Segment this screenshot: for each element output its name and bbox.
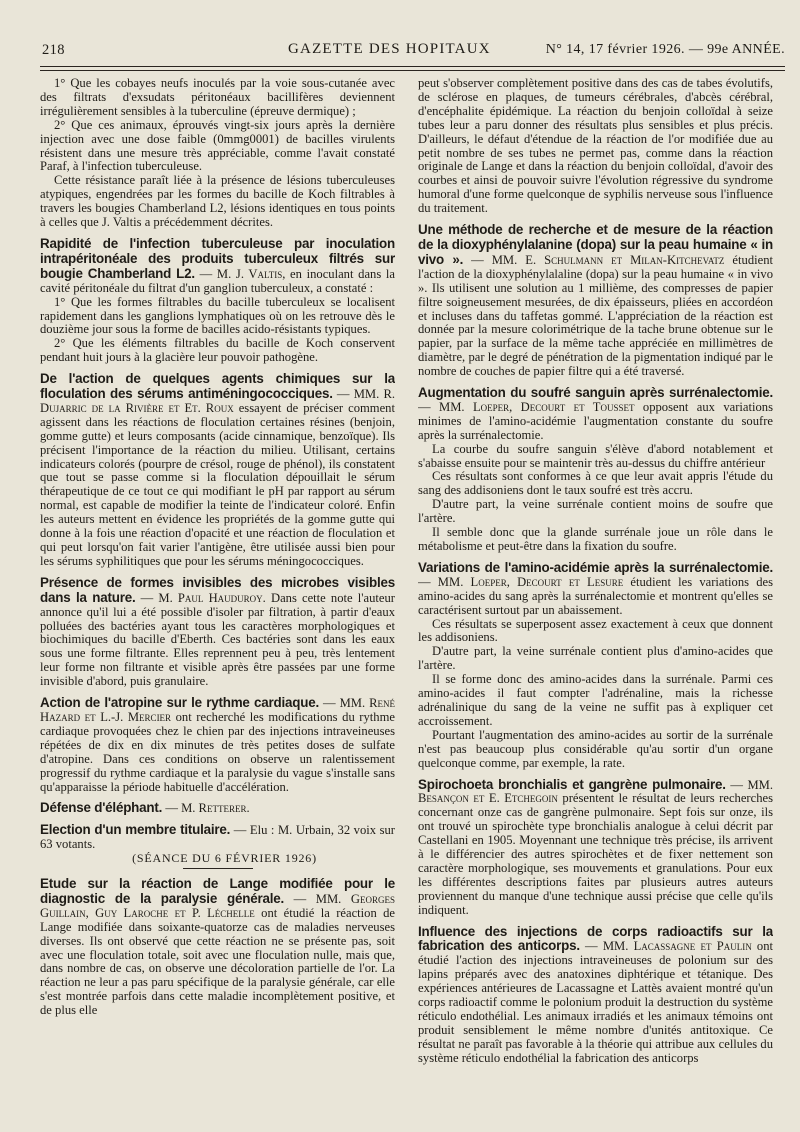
article-title: Spirochoeta bronchialis et gangrène pulmonaire. xyxy=(418,776,726,792)
article-title: Election d'un membre titulaire. xyxy=(40,822,231,838)
article-authors: M. Retterer xyxy=(181,801,247,816)
paragraph: Il se forme donc des amino-acides dans la surrénale. Parmi ces amino-acides il faut compter l'adrénaline, mais la richesse adrénalinique du sang de la veine ne suffit pas à expliquer cet accroissement. xyxy=(418,672,773,728)
article-authors: MM. Lacassagne et Paulin xyxy=(602,939,752,954)
article-text: opposent aux variations minimes de l'amino-acidémie l'augmentation constante du soufre après la surrénalectomie. xyxy=(418,399,773,442)
journal-title: GAZETTE DES HOPITAUX xyxy=(288,41,491,57)
paragraph: 1° Que les cobayes neufs inoculés par la voie sous-cutanée avec des filtrats d'exsudats péritonéaux bacillifères deviennent irrégulièrement sensibles à la tuberculine (épreuve dermique) ; xyxy=(40,77,395,118)
paragraph: La courbe du soufre sanguin s'élève d'abord notablement et s'abaisse ensuite pour se maintenir très au-dessus du chiffre antérieur xyxy=(418,441,773,470)
article-text: essayent de préciser comment agissent dans les réactions de floculation certaines résines (benjoin, gomme gutte) et leurs composants (acide cinnamique, benzoïque). Ils précisent l'importance de la réaction du milieu. Utilisant, certains indicateurs colorés (pourpre de crésol, rouge de phénol), ils constatent que tout se passe comme si la floculation dépouillait le sérum thérapeutique de ce tout ce qui modifiant le pH par rapport au sérum normal, est capable de modifier la teinte de l'indicateur coloré. Enfin les auteurs mettent en évidence les propriétés de la gomme gutte qui donne à la fois une réaction d'opacité et une réaction de floculation et qui peut lorsqu'on fait varier l'antigène, être utilisée aussi bien pour les sérums syphilitiques que pour les sérums méningococciques. xyxy=(40,400,395,568)
article-authors: MM. René Hazard et L.-J. Mercier xyxy=(40,696,395,724)
article-text: étudient l'action de la dioxyphénylalaline (dopa) sur la peau humaine « in vivo ». Ils utilisent une solution au 1 millième, des compresses de papier filtre soigneusement mesurées, de dix épaisseurs, pliées en accordéon et incluses dans du taffetas gommé. L'appréciation de la réaction est donnée par la mesure colorimétrique de la tache brune obtenue sur le papier, par la surface de la même tache appréciée en millimètres de diamètre, par le degré de pénétration de la pigmentation indiqué par le nombre de couches de papier filtre qui a été traversé. xyxy=(418,252,773,379)
article-title: Augmentation du soufré sanguin après surrénalectomie. xyxy=(418,385,773,401)
article-title: Présence de formes invisibles des microbes visibles dans la nature. xyxy=(40,574,395,605)
article-title: Etude sur la réaction de Lange modifiée pour le diagnostic de la paralysie générale. xyxy=(40,876,395,906)
article-text: ont recherché les modifications du rythme cardiaque provoquées chez le chien par des injections intraveineuses répétées de dix en dix minutes de très petites doses de sulfate d'atropine. Dans ces conditions on observe un ralentissement progressif du rythme cardiaque et la paralysie du vague s'installe sans qu'apparaisse la période habituelle d'accélération. xyxy=(40,709,395,794)
article-text: ont étudié l'action des injections intraveineuses de polonium sur des lapins préparés avec des anatoxines diphtérique et tétanique. Des expériences antérieures de Lacassagne et Lattès avaient montré qu'un corps radioactif comme le polonium produit la destruction du système réticulo endothélial. Les animaux irradiés et les animaux témoins ont produit sensiblement le même nombre d'unités antitoxique. Ce résultat ne paraît pas favorable à la théorie qui attribue aux cellules du système réticulo endothélial la fabrication des anticorps xyxy=(418,939,773,1065)
paragraph: 2° Que ces animaux, éprouvés vingt-six jours après la dernière injection avec une dose faible (0mmg0001) de bacilles virulents résistent dans une mesure très appréciable, comme l'avait constaté Paraf, à l'infection tuberculeuse. xyxy=(40,117,395,174)
paragraph: 2° Que les éléments filtrables du bacille de Koch conservent pendant huit jours à la glacière leur pouvoir pathogène. xyxy=(40,336,395,365)
left-column: 1° Que les cobayes neufs inoculés par la voie sous-cutanée avec des filtrats d'exsudats péritonéaux bacillifères deviennent irrégulièrement sensibles à la tuberculine (épreuve dermique) ; 2° Que ces animaux, éprouvés vingt-six jours après la dernière injection avec une dose faible (0mmg0001) de bacilles virulents résistent dans une mesure très appréciable, comme l'avait constaté Paraf, à l'infection tuberculeuse. Cette résistance paraît liée à la présence de lésions tuberculeuses atypiques, engendrées par les formes du bacille de Koch filtrables à travers les bougies Chamberland L2, lésions identiques en tous points à celles que J. Valtis a précédemment décrites. Rapidité de l'infection tuberculeuse par inoculation intrapéritonéale des produits tuberculeux filtrés sur bougie Chamberland L2. — M. J. Valtis, en inoculant dans la cavité péritonéale du filtrat d'un ganglion tuberculeux, a constaté : 1° Que les formes filtrables du bacille tuberculeux se localisent rapidement dans les ganglions lymphatiques où on les retrouve dès le douzième jour sous la forme de bacilles acido-résistants typiques. 2° Que les éléments filtrables du bacille de Koch conservent pendant huit jours à la glacière leur pouvoir pathogène. De l'action de quelques agents chimiques sur la floculation des sérums antiméningococciques. — MM. R. Dujarric de la Rivière et Et. Roux essayent de préciser comment agissent dans les réactions de floculation certaines résines (benjoin, gomme gutte) et leurs composants (acide cinnamique, benzoïque). Ils précisent l'importance de la réaction du milieu. Utilisant, certains indicateurs colorés (pourpre de crésol, rouge de phénol), ils constatent que tout se passe comme si la floculation dépouillait le sérum thérapeutique de ce tout ce qui modifiant le pH par rapport au sérum normal, est capable de modifier la teinte de l'indicateur coloré. Enfin les auteurs mettent en évidence les propriétés de la gomme gutte qui donne à la fois une réaction d'opacité et une réaction de floculation et qui peut lorsqu'on fait varier l'antigène, être utilisée aussi bien pour les sérums syphilitiques que pour les sérums méningococciques. Présence de formes invisibles des microbes visibles dans la nature. — M. Paul Hauduroy. Dans cette note l'auteur annonce qu'il lui a été possible d'isoler par filtration, à partir d'eaux polluées des bactéries ayant tous les caractères morphologiques et biochimiques du bacille d'Eberth. Ces bactéries sont dans les eaux sous une forme filtrante. Elles reprennent peu à peu, très lentement leur forme non filtrante et visible après être passées par une forme invisible d'abord, puis granulaire. Action de l'atropine sur le rythme cardiaque. — MM. René Hazard et L.-J. Mercier ont recherché les modifications du rythme cardiaque provoquées chez le chien par des injections intraveineuses répétées de dix en dix minutes de très petites doses de sulfate d'atropine. Dans ces conditions on observe un ralentissement progressif du rythme cardiaque et la paralysie du vague s'installe sans qu'apparaisse la période habituelle d'accélération. Défense d'éléphant. — M. Retterer. Election d'un membre titulaire. — Elu : M. Urbain, 32 voix sur 63 votants. (SÉANCE DU 6 FÉVRIER 1926) Etude sur la réaction de Lange modifiée pour le diagnostic de la paralysie générale. — MM. Georges Guillain, Guy Laroche et P. Léchelle ont étudié la réaction de Lange modifiée dans soixante-quatorze cas de maladies nerveuses diverses. Ils ont observé que cette réaction ne se présente pas, soit avec une floculation totale, soit avec une floculation nulle, mais que, dans nombre de cas, on observe une décoloration partielle de l'or. La réaction ne leur a pas paru spécifique de la paralysie générale, car elle s'est montrée parfois dans cette maladie incomplètement positive, et de plus elle xyxy=(40,77,395,1018)
article-authors: M. J. Valtis xyxy=(216,266,283,281)
article-authors: MM. Loeper, Decourt et Tousset xyxy=(439,399,635,414)
right-column: peut s'observer complètement positive dans des cas de tabes évolutifs, de sclérose en plaques, de tumeurs cérébrales, d'abcès cérébral, d'encéphalite épidémique. La réaction du benjoin colloïdal à seize tubes leur a paru donner des résultats plus sensibles et plus précis. D'ailleurs, le défaut d'étendue de la réaction de l'or modifiée due au petit nombre de ses tubes ne permet pas, comme dans la réaction originale de Lange et dans la réaction du benjoin colloïdal, d'avoir des courbes et ainsi de pouvoir suivre l'évolution régressive du syndrome humoral d'une forme quelconque de syphilis nerveuse sous l'influence du traitement. Une méthode de recherche et de mesure de la réaction de la dioxyphénylalanine (dopa) sur la peau humaine « in vivo ». — MM. E. Schulmann et Milan-Kitchevatz étudient l'action de la dioxyphénylalaline (dopa) sur la peau humaine « in vivo ». Ils utilisent une solution au 1 millième, des compresses de papier filtre soigneusement mesurées, de dix épaisseurs, pliées en accordéon et incluses dans du taffetas gommé. L'appréciation de la réaction est donnée par la mesure colorimétrique de la tache brune obtenue sur le papier, par la surface de la même tache appréciée en millimètres de diamètre, par le degré de pénétration de la pigmentation indiqué par le nombre de couches de papier filtre qui a été traversé. Augmentation du soufré sanguin après surrénalectomie. — MM. Loeper, Decourt et Tousset opposent aux variations minimes de l'amino-acidémie l'augmentation constante du soufre après la surrénalectomie. La courbe du soufre sanguin s'élève d'abord notablement et s'abaisse ensuite pour se maintenir très au-dessus du chiffre antérieur Ces résultats sont conformes à ce que leur avait appris l'étude du sang des addisoniens dont le taux soufré est très accru. D'autre part, la veine surrénale contient moins de soufre que l'artère. Il semble donc que la glande surrénale joue un rôle dans le métabolisme et peut-être dans la fixation du soufre. Variations de l'amino-acidémie après la surrénalectomie. — MM. Loeper, Decourt et Lesure étudient les variations des amino-acides du sang après la surrénalectomie et montrent qu'elles se caractérisent surtout par un abaissement. Ces résultats se superposent assez exactement à ceux que donnent les addisoniens. D'autre part, la veine surrénale contient plus d'amino-acides que l'artère. Il se forme donc des amino-acides dans la surrénale. Parmi ces amino-acides il faut compter l'adrénaline, mais la richesse adrénalinique du sang de la veine ne suffit pas à expliquer cet accroissement. Pourtant l'augmentation des amino-acides au sortir de la surrénale n'est pas beaucoup plus considérable qu'au sortir d'un organe quelconque comme, par exemple, la rate. Spirochoeta bronchialis et gangrène pulmonaire. — MM. Besançon et E. Etchegoin présentent le résultat de leurs recherches concernant onze cas de gangrène pulmonaire. Sept fois sur onze, ils ont trouvé un spirochète type bronchialis analogue à celui décrit par Castellani en 1905. Moyennant une technique très précise, ils arrivent à le différencier des autres spirochètes et de fixer nettement son caractère morphologique, ses mouvements et granulations. Pour eux les différentes descriptions faites par plusieurs autres auteurs proviennent du manque d'une technique aussi précise que celle qu'ils indiquent. Influence des injections de corps radioactifs sur la fabrication des anticorps. — MM. Lacassagne et Paulin ont étudié l'action des injections intraveineuses de polonium sur des lapins préparés avec des anatoxines diphtérique et tétanique. Des expériences antérieures de Lacassagne et Lattès avaient montré qu'un corps radioactif comme le polonium produit la destruction du système réticulo endothélial. Les animaux irradiés et les animaux témoins ont produit sensiblement le même nombre d'unités antitoxique. Ce résultat ne paraît pas favorable à la théorie qui attribue aux cellules du système réticulo endothélial la fabrication des anticorps xyxy=(418,77,773,1065)
paragraph: Ces résultats se superposent assez exactement à ceux que donnent les addisoniens. xyxy=(418,616,773,645)
article-text: étudient les variations des amino-acides du sang après la surrénalectomie et montrent qu'elles se caractérisent surtout par un abaissement. xyxy=(418,574,773,617)
paragraph: 1° Que les formes filtrables du bacille tuberculeux se localisent rapidement dans les ganglions lymphatiques où on les retrouve dès le douzième jour sous la forme de bacilles acido-résistants typiques. xyxy=(40,294,395,337)
article-text: , en inoculant dans la cavité péritonéale du filtrat d'un ganglion tuberculeux, a constaté : xyxy=(40,266,395,295)
paragraph: Il semble donc que la glande surrénale joue un rôle dans le métabolisme et peut-être dans la fixation du soufre. xyxy=(418,525,773,553)
article-title: De l'action de quelques agents chimiques sur la floculation des sérums antiméningococciques. xyxy=(40,371,395,402)
paragraph: Ces résultats sont conformes à ce que leur avait appris l'étude du sang des addisoniens dont le taux soufré est très accru. xyxy=(418,469,773,498)
article-authors: MM. Loeper, Decourt et Lesure xyxy=(437,574,624,589)
article-text: Elu : M. Urbain, 32 voix sur 63 votants. xyxy=(40,823,395,852)
article-text: . Dans cette note l'auteur annonce qu'il lui a été possible d'isoler par filtration, à partir d'eaux polluées des bactéries ayant tous les caractères morphologiques et biochimiques du bacille d'Eberth. Ces bactéries sont dans les eaux sous une forme filtrante. Elles reprennent peu à peu, très lentement leur forme non filtrante et visible après être passées par une forme invisible d'abord, puis granulaire. xyxy=(40,590,395,689)
article-title: Action de l'atropine sur le rythme cardiaque. xyxy=(40,695,319,711)
header-rule-thin xyxy=(40,70,785,71)
paragraph: peut s'observer complètement positive dans des cas de tabes évolutifs, de sclérose en plaques, de tumeurs cérébrales, d'abcès cérébral, d'encéphalite épidémique. La réaction du benjoin colloïdal à seize tubes leur a paru donner des résultats plus sensibles et plus précis. D'ailleurs, le défaut d'étendue de la réaction de l'or modifiée due au petit nombre de ses tubes ne permet pas, comme dans la réaction originale de Lange et dans la réaction du benjoin colloïdal, d'avoir des courbes et ainsi de pouvoir suivre l'évolution régressive du syndrome humoral d'une forme quelconque de syphilis nerveuse sous l'influence du traitement. xyxy=(418,77,773,216)
article-title: Variations de l'amino-acidémie après la surrénalectomie. xyxy=(418,559,773,575)
article-title: Influence des injections de corps radioactifs sur la fabrication des anticorps. xyxy=(418,923,773,954)
article-authors: MM. R. Dujarric de la Rivière et Et. Roux xyxy=(40,387,395,415)
article-authors: M. Paul Hauduroy xyxy=(158,590,263,605)
article-title: Une méthode de recherche et de mesure de la réaction de la dioxyphénylalanine (dopa) sur la peau humaine « in vivo ». xyxy=(418,222,773,267)
paragraph: D'autre part, la veine surrénale contient plus d'amino-acides que l'artère. xyxy=(418,644,773,673)
running-header xyxy=(40,40,785,64)
article-title: Défense d'éléphant. xyxy=(40,800,163,816)
article-title: Rapidité de l'infection tuberculeuse par inoculation intrapéritonéale des produits tuberculeux filtrés sur bougie Chamberland L2. xyxy=(40,235,395,281)
article-authors: MM. Georges Guillain, Guy Laroche et P. Léchelle xyxy=(40,891,395,920)
article-text: présentent le résultat de leurs recherches concernant onze cas de gangrène pulmonaire. Sept fois sur onze, ils ont trouvé un spirochète type bronchialis analogue à celui décrit par Castellani en 1905. Moyennant une technique très précise, ils arrivent à le différencier des autres spirochètes et de fixer nettement son caractère morphologique, ses mouvements et granulations. Pour eux les différentes descriptions faites par plusieurs autres auteurs proviennent du manque d'une technique aussi précise que celle qu'ils indiquent. xyxy=(418,791,773,917)
session-rule xyxy=(183,868,253,869)
paragraph: Pourtant l'augmentation des amino-acides au sortir de la surrénale n'est pas beaucoup plus considérable qu'au sortir d'un organe quelconque comme, par exemple, la rate. xyxy=(418,727,773,770)
header-rule-thick xyxy=(40,66,785,67)
paragraph: D'autre part, la veine surrénale contient moins de soufre que l'artère. xyxy=(418,497,773,526)
article-text: ont étudié la réaction de Lange modifiée dans soixante-quatorze cas de maladies nerveuses diverses. Ils ont observé que cette réaction ne se présente pas, soit avec une floculation totale, soit avec une floculation nulle, mais que, dans nombre de cas, on observe une décoloration partielle de l'or. La réaction ne leur a pas paru spécifique de la paralysie générale, car elle s'est montrée parfois dans cette maladie incomplètement positive, et de plus elle xyxy=(40,905,395,1018)
issue-info: N° 14, 17 février 1926. — 99e ANNÉE. xyxy=(545,42,785,57)
paragraph: Cette résistance paraît liée à la présence de lésions tuberculeuses atypiques, engendrées par les formes du bacille de Koch filtrables à travers les bougies Chamberland L2, lésions identiques en tous points à celles que J. Valtis a précédemment décrites. xyxy=(40,173,395,230)
article-authors: MM. E. Schulmann et Milan-Kitchevatz xyxy=(491,252,725,267)
page-number: 218 xyxy=(42,42,65,58)
session-heading: (SÉANCE DU 6 FÉVRIER 1926) xyxy=(132,851,317,866)
article-authors: MM. Besançon et E. Etchegoin xyxy=(418,777,773,806)
